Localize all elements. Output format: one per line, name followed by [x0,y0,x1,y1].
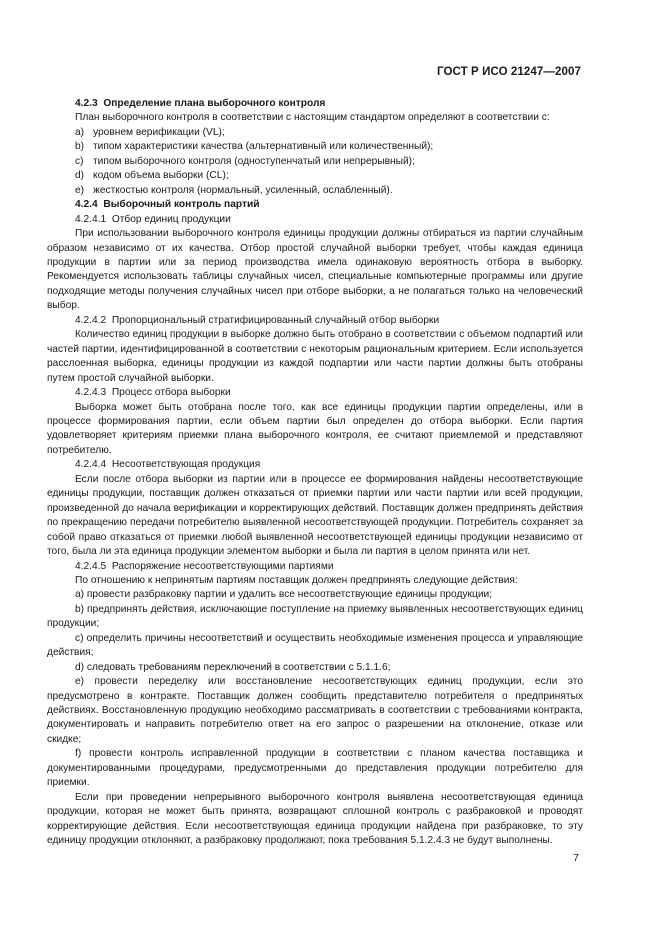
heading-text: Несоответствующая продукция [111,459,261,471]
list-marker: e) [75,184,85,196]
subsection-heading [47,560,583,574]
paragraph: d) следовать требованиям переключений в соответствии с 5.1.1.6; [75,661,391,673]
subsection-heading [47,213,583,227]
list-item-text: типом выборочного контроля (одноступенчатый или непрерывный); [93,155,415,167]
document-header: ГОСТ Р ИСО 21247—2007 [436,66,581,78]
paragraph: e) провести переделку или восстановление несоответствующих единиц продукции, если это предусмотрено в контракте. Поставщик должен сообщить представителю потребителя о предпринятых действиях. Восстановленную продукцию необходимо рассматривать в соответствии с требованиями контракта, документировать и направить потребителю ответ на его запрос о разрешении на отклонение, отказе или скидке; [47,676,583,745]
list-marker: d) [75,170,85,182]
paragraph: Выборка может быть отобрана после того, как все единицы продукции партии определены, или в процессе формирования партии, если объем партии был определен до отбора выборки. Если партия удовлетворяет критериям приемки плана выборочного контроля, ее считают приемлемой и представляют потребителю. [47,401,583,456]
heading-text: Процесс отбора выборки [111,387,231,399]
heading-number: 4.2.3 [75,98,98,109]
paragraph: Если после отбора выборки из партии или в процессе ее формирования найдены несоответствующие единицы продукции, поставщик должен отказаться от приемки партии или части партии или всей продукции, произведенной до начала верификации и корректирующих действий. Поставщик должен предпринять действия по прекращению передачи потребителю выявленной несоответствующей продукции. Потребитель сохраняет за собой право отказаться от приемки любой выявленной несоответствующей единицы продукции независимо от того, была ли эта единица продукции элементом выборки и была ли партия в целом принята или нет. [47,473,583,558]
document-body [47,97,583,849]
list-item-text: уровнем верификации (VL); [93,126,225,138]
heading-text: Отбор единиц продукции [111,213,231,225]
heading-number: 4.2.4.3 [75,387,107,399]
list-item-text: типом характеристики качества (альтернативный или количественный); [93,141,434,153]
list-item [47,126,583,140]
section-heading [47,198,583,212]
heading-number: 4.2.4.1 [75,213,107,225]
list-item-text: кодом объема выборки (CL); [93,170,229,182]
list-item-text: жесткостью контроля (нормальный, усиленный, ослабленный). [93,184,393,196]
heading-text: Выборочный контроль партий [103,199,260,211]
heading-text: Определение плана выборочного контроля [103,98,326,109]
page-number: 7 [573,852,579,864]
list-marker: c) [75,155,84,167]
paragraph: При использовании выборочного контроля единицы продукции должны отбираться из партии случайным образом независимо от их качества. Отбор простой случайной выборки требует, чтобы каждая единица продукции в партии или за период производства имела одинаковую вероятность отбора в выборку. Рекомендуется использовать таблицы случайных чисел, специальные компьютерные программы или другие подходящие методы получения случайных чисел при отборе выборки, а не полагаться только на человеческий выбор. [47,228,583,312]
paragraph: План выборочного контроля в соответствии с настоящим стандартом определяют в соответствии с: [75,112,550,124]
subsection-heading [47,386,583,400]
paragraph: c) определить причины несоответствий и осуществить необходимые изменения процесса и управляющие действия; [47,632,583,659]
heading-number: 4.2.4.2 [75,314,107,326]
heading-text: Пропорциональный стратифицированный случайный отбор выборки [111,314,440,326]
list-item [47,169,583,183]
subsection-heading [47,458,583,472]
list-marker: a) [75,126,85,138]
paragraph: По отношению к непринятым партиям поставщик должен предпринять следующие действия: [75,574,518,586]
heading-number: 4.2.4.4 [75,459,107,471]
heading-text: Распоряжение несоответствующими партиями [111,560,334,572]
list-item [47,155,583,169]
heading-number: 4.2.4 [75,199,98,211]
paragraph: b) предпринять действия, исключающие поступление на приемку выявленных несоответствующих единиц продукции; [47,603,583,630]
subsection-heading [47,314,583,328]
paragraph: Если при проведении непрерывного выборочного контроля выявлена несоответствующая единица продукции, которая не может быть принята, возвращают сплошной контроль с разбраковкой и проводят корректирующие действия. Если несоответствующая единица продукции найдена при разбраковке, то эту единицу продукции отклоняют, а разбраковку продолжают, пока требования 5.1.2.4.3 не будут выполнены. [47,791,583,847]
paragraph: f) провести контроль исправленной продукции в соответствии с планом качества поставщика и документированными процедурами, предусмотренными до представления продукции потребителю для приемки. [47,748,583,789]
list-item [47,184,583,198]
list-marker: b) [75,141,85,153]
section-heading [47,97,583,111]
paragraph: Количество единиц продукции в выборке должно быть отобрано в соответствии с объемом подпартий или частей партии, идентифицированной в соответствии с некоторым рациональным критерием. Если используется расслоенная выборка, единицы продукции из каждой подпартии или части партии должны быть отобраны путем простой случайной выборки. [47,329,583,384]
paragraph: a) провести разбраковку партии и удалить все несоответствующие единицы продукции; [75,589,493,601]
list-item [47,140,583,154]
heading-number: 4.2.4.5 [75,560,107,572]
